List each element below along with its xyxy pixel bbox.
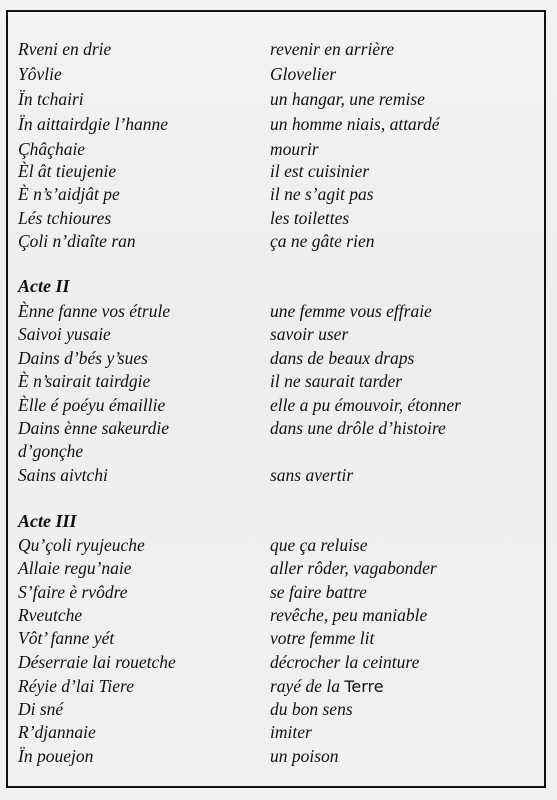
french-translation: une femme vous effraie (270, 301, 432, 321)
act-heading: Acte II (18, 276, 70, 296)
french-translation: sans avertir (270, 465, 354, 485)
french-translation: les toilettes (270, 208, 350, 228)
french-translation: revenir en arrière (270, 39, 395, 59)
glossary-row (18, 182, 538, 206)
patois-term: Ïn pouejon (18, 746, 94, 766)
glossary-row (18, 697, 538, 721)
glossary-row (18, 744, 538, 768)
glossary-row (18, 112, 538, 136)
french-translation: un homme niais, attardé (270, 114, 440, 134)
french-translation: il est cuisinier (270, 161, 370, 181)
patois-term: Qu’çoli ryujeuche (18, 535, 145, 555)
act-heading: Acte III (18, 511, 77, 531)
french-translation: savoir user (270, 324, 349, 344)
french-translation-text: rayé de la (270, 676, 340, 696)
patois-term: È n’s’aidjât pe (18, 184, 120, 204)
patois-term: Lés tchioures (18, 208, 112, 228)
patois-term: Çhâçhaie (18, 139, 86, 159)
french-translation: elle a pu émouvoir, étonner (270, 395, 461, 415)
glossary-row (18, 580, 538, 604)
patois-term: Réyie d’lai Tiere (18, 676, 134, 696)
french-translation: que ça reluise (270, 535, 368, 555)
french-translation: du bon sens (270, 699, 353, 719)
french-translation: imiter (270, 722, 312, 742)
french-translation: Glovelier (270, 64, 337, 84)
glossary-row (18, 37, 538, 61)
french-translation: mourir (270, 139, 319, 159)
glossary-row (18, 87, 538, 111)
patois-term: Rveutche (18, 605, 83, 625)
glossary-row (18, 416, 538, 440)
glossary-row (18, 556, 538, 580)
glossary-row (18, 650, 538, 674)
glossary-row (18, 720, 538, 744)
patois-term: R’djannaie (18, 722, 96, 742)
french-translation: il ne s’agit pas (270, 184, 374, 204)
glossary-row (18, 137, 538, 161)
french-translation: revêche, peu maniable (270, 605, 428, 625)
french-translation: il ne saurait tarder (270, 371, 403, 391)
glossary-row (18, 603, 538, 627)
glossary-row (18, 463, 538, 487)
patois-term: S’faire è rvôdre (18, 582, 128, 602)
patois-term: Dains ènne sakeurdie (18, 418, 169, 438)
glossary-row (18, 393, 538, 417)
glossary-row (18, 533, 538, 557)
glossary-row (18, 159, 538, 183)
french-translation: se faire battre (270, 582, 367, 602)
patois-term: Èl ât tieujenie (18, 161, 117, 181)
glossary-row (18, 229, 538, 253)
patois-term: È n’sairait tairdgie (18, 371, 151, 391)
french-translation: votre femme lit (270, 628, 375, 648)
glossary-row (18, 439, 538, 463)
french-translation (270, 674, 384, 699)
patois-term: Ïn tchairi (18, 89, 84, 109)
patois-term: Allaie regu’naie (18, 558, 132, 578)
french-translation: un poison (270, 746, 339, 766)
glossary-row (18, 674, 538, 698)
glossary-row (18, 346, 538, 370)
patois-term: Vôt’ fanne yét (18, 628, 115, 648)
patois-term: Di sné (18, 699, 64, 719)
patois-term: Ïn aittairdgie l’hanne (18, 114, 169, 134)
patois-term: Déserraie lai rouetche (18, 652, 176, 672)
french-translation: ça ne gâte rien (270, 231, 375, 251)
patois-term: Yôvlie (18, 64, 62, 84)
glossary-row (18, 626, 538, 650)
patois-term: Sains aivtchi (18, 465, 108, 485)
french-translation-emphasis: Terre (344, 677, 384, 696)
glossary-row (18, 299, 538, 323)
patois-term: Rveni en drie (18, 39, 112, 59)
patois-term: Çoli n’diaîte ran (18, 231, 136, 251)
patois-term: Dains d’bés y’sues (18, 348, 148, 368)
french-translation: dans de beaux draps (270, 348, 415, 368)
french-translation: dans une drôle d’histoire (270, 418, 446, 438)
glossary-row (18, 62, 538, 86)
glossary-row (18, 206, 538, 230)
patois-term: Saivoi yusaie (18, 324, 111, 344)
glossary-row (18, 369, 538, 393)
french-translation: décrocher la ceinture (270, 652, 420, 672)
patois-term: Ènne fanne vos étrule (18, 301, 171, 321)
patois-term: Èlle é poéyu émaillie (18, 395, 166, 415)
patois-term: d’gonçhe (18, 441, 84, 461)
french-translation: un hangar, une remise (270, 89, 425, 109)
glossary-row (18, 322, 538, 346)
french-translation: aller rôder, vagabonder (270, 558, 437, 578)
